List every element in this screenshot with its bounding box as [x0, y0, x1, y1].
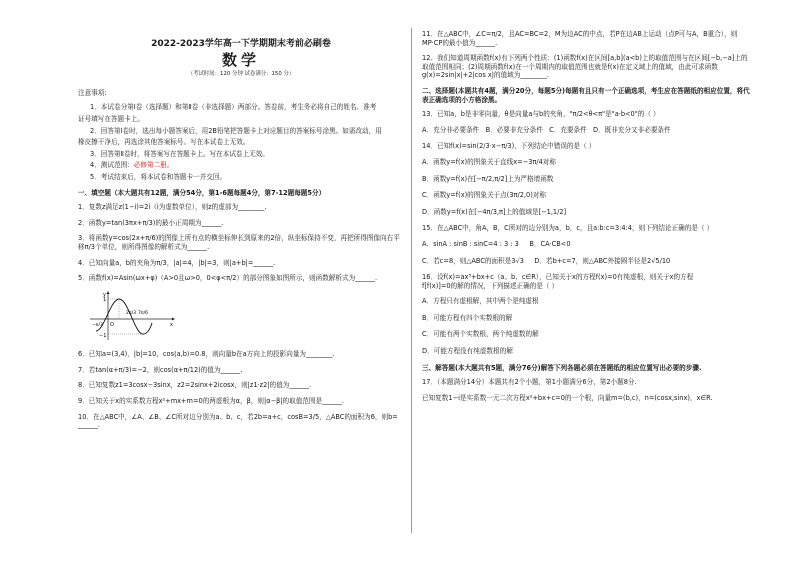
question-5: 5．函数f(x)=Asin(ωx+φ)（A>0且ω>0，0<φ<π/2）的部分图象如图所示，则函数解析式为______.	[78, 274, 378, 283]
exam-meta: （考试时间：120 分钟 试卷满分：150 分）	[187, 71, 295, 78]
test-scope: 必修第二册。	[133, 161, 174, 170]
option-d: D．若b+c=7，则△ABC外接圆半径是2√5/10	[534, 256, 671, 265]
notice-item: 4．测试范围：必修第二册。	[90, 161, 174, 170]
option-d: D．可能方程没有纯虚数根的解	[422, 347, 513, 356]
graph-tick-top: 1	[103, 296, 107, 303]
question-4: 4．已知向量a，b的夹角为π/3，|a|=4，|b|=3，则|a+b|=______.	[78, 258, 276, 267]
option-a: A．函数y=f(x)的图象关于直线x=−3π/4对称	[422, 157, 556, 166]
question-8: 8．已知复数z1=3cosx−3sinx，z2=2sinx+2icosx，则|z1·z2|的值为______.	[78, 381, 312, 390]
graph-origin-label: O	[110, 321, 114, 328]
option-a: A．充分非必要条件	[422, 125, 480, 134]
option-c: C．充要条件	[549, 125, 587, 134]
option-b: B．可能方程有四个实数根的解	[422, 313, 513, 322]
q13-options	[422, 126, 752, 135]
option-d: D．函数y=f(x)在[−4π/3,π]上的值域是[−1,1/2]	[422, 207, 567, 216]
question-9: 9．已知关于x的实系数方程x²+mx+m=0的两虚根为α，β，则|α−β|的取值范围是______.	[78, 397, 344, 406]
left-column	[78, 30, 404, 437]
question-17: 17．（本题满分14分）本题共有2个小题，第1小题满分6分，第2小题8分.	[422, 378, 637, 387]
sine-graph	[86, 290, 404, 345]
column-divider	[411, 28, 412, 533]
question-10: 10．在△ABC中，∠A、∠B、∠C所对边分别为a、b、c，若2b=a+c，cosB=3/5，△ABC的面积为6，则b= ______.	[78, 412, 398, 430]
question-17-body: 已知复数1−i是实系数一元二次方程x²+bx+c=0的一个根，向量m=(b,c)，n=(cosx,sinx)，x∈R.	[422, 393, 713, 402]
option-d: D．既非充分又非必要条件	[593, 125, 671, 134]
question-12: 12．我们知道周期函数f(x)有下列两个性质：(1)函数f(x)在区间[a,b](a<b)上的取值范围与在区间[−b,−a]上的取值范围相同；(2)周期函数f(x)在一个周期内的取值范围也就是f(x)在定义域上的值域，由此可求函数g(x)=2sin|x|+2|cos x|的值域为________.	[422, 54, 748, 80]
subject-heading: 数学	[221, 50, 260, 69]
section-heading: 三、解答题(本大题共有5题，满分76分)解答下列各题必须在答题纸的相应位置写出必要的步骤.	[422, 363, 702, 372]
option-b: B．必要非充分条件	[485, 125, 543, 134]
notice-list	[78, 103, 404, 181]
question-13: 13．已知a，b是非零向量，θ是向量a与b的夹角，"π/2<θ<π"是"a·b<0"的（ ）	[422, 110, 660, 119]
notice-item: 5．考试结束后，将本试卷和答题卡一并交回。	[90, 172, 227, 181]
q15-options-ab	[422, 240, 752, 249]
graph-tick-bottom: −1	[99, 332, 107, 339]
question-6: 6．已知a=(3,4)，|b|=10，cos⟨a,b⟩=0.8，则向量b在a方向上的投影向量为________.	[78, 350, 335, 359]
q15-options-cd	[422, 257, 752, 266]
option-a: A．sinA : sinB : sinC=4 : 3 : 3	[422, 239, 519, 248]
question-14: 14．已知f(x)=sin(2/3·x−π/3)，下列结论中错误的是（ ）	[422, 142, 596, 151]
graph-tick-b: 7π/6	[138, 310, 148, 316]
question-3: 3．将函数y=cos(2x+π/6)的图像上所有点的横坐标伸长到原来的2倍，纵坐标保持不变，再把所得图像向右平移π/3个单位，则所得图像的解析式为______.	[78, 234, 400, 251]
right-column	[422, 30, 752, 409]
section-heading: 一、填空题（本大题共有12题，满分54分，第1-6题每题4分，第7-12题每题5分）	[78, 188, 326, 197]
option-a: A．方程只有虚根解，其中两个是纯虚根	[422, 297, 539, 306]
notice-item: 证号填写在答题卡上。	[78, 114, 144, 123]
exam-title: 2022-2023学年高一下学期期末考前必刷卷	[151, 39, 331, 49]
graph-x-axis-label: x	[170, 321, 173, 328]
notice-item: 2．回答第Ⅰ卷时，选出每小题答案后，用2B铅笔把答题卡上对应题目的答案标号涂黑。如需改动，用	[90, 126, 382, 135]
question-2: 2．函数y=tan(3πx+π/3)的最小正周期为______.	[78, 218, 224, 227]
graph-tick-neg: −π/3	[92, 322, 103, 328]
notice-heading: 注意事项:	[78, 88, 107, 97]
section-heading: 二、选择题(本题共有4题，满分20分，每题5分)每题有且只有一个正确选项，考生应在答题纸的相应位置，将代表正确选项的小方格涂黑。	[422, 86, 750, 104]
question-1: 1．复数z满足z(1−i)=2i（i为虚数单位），则z的虚部为________.	[78, 203, 267, 212]
question-11: 11．在△ABC中，∠C=π/2，且AC=BC=2，M为边AC的中点，若P在边AB上运动（点P可与A，B重合），则MP·CP的最小值为______.	[422, 30, 738, 47]
option-b: B．函数y=f(x)在[−π/2,π/2]上为严格增函数	[422, 174, 554, 183]
notice-item: 3．回答第Ⅱ卷时，将答案写在答题卡上。写在本试卷上无效。	[90, 149, 269, 158]
graph-y-axis-label: y	[103, 291, 106, 298]
graph-tick-a: 2π/3	[126, 310, 136, 316]
option-c: C．函数y=f(x)的图象关于点(3π/2,0)对称	[422, 191, 546, 200]
notice-item: 1．本试卷分第Ⅰ卷（选择题）和第Ⅱ卷（非选择题）两部分。答卷前，考生务必将自己的姓名、准考	[90, 103, 377, 112]
notice-item: 橡皮擦干净后，再选涂其他答案标号。写在本试卷上无效。	[78, 138, 250, 147]
option-c: C．可能有两个实数根，两个纯虚数的解	[422, 330, 539, 339]
question-16: 16．设f(x)=ax³+bx+c（a、b、c∈R），已知关于x的方程f(x)=0有纯虚根，则关于x的方程 f[f(x)]=0的解的情况，下列描述正确的是（ ）	[422, 273, 694, 290]
option-b: B．CA·CB<0	[529, 239, 571, 248]
option-c: C．若c=8，则△ABC的面积是3√3	[422, 256, 524, 265]
answer-blank: ______.	[78, 421, 100, 430]
question-7: 7．若tan(α+π/3)=−2，则cos(α+π/12)的值为______.	[78, 365, 243, 374]
question-15: 15．在△ABC中，角A，B，C所对的边分别为a，b，c，且a:b:c=3:4:4，则下列结论正确的是（ ）	[422, 224, 714, 233]
